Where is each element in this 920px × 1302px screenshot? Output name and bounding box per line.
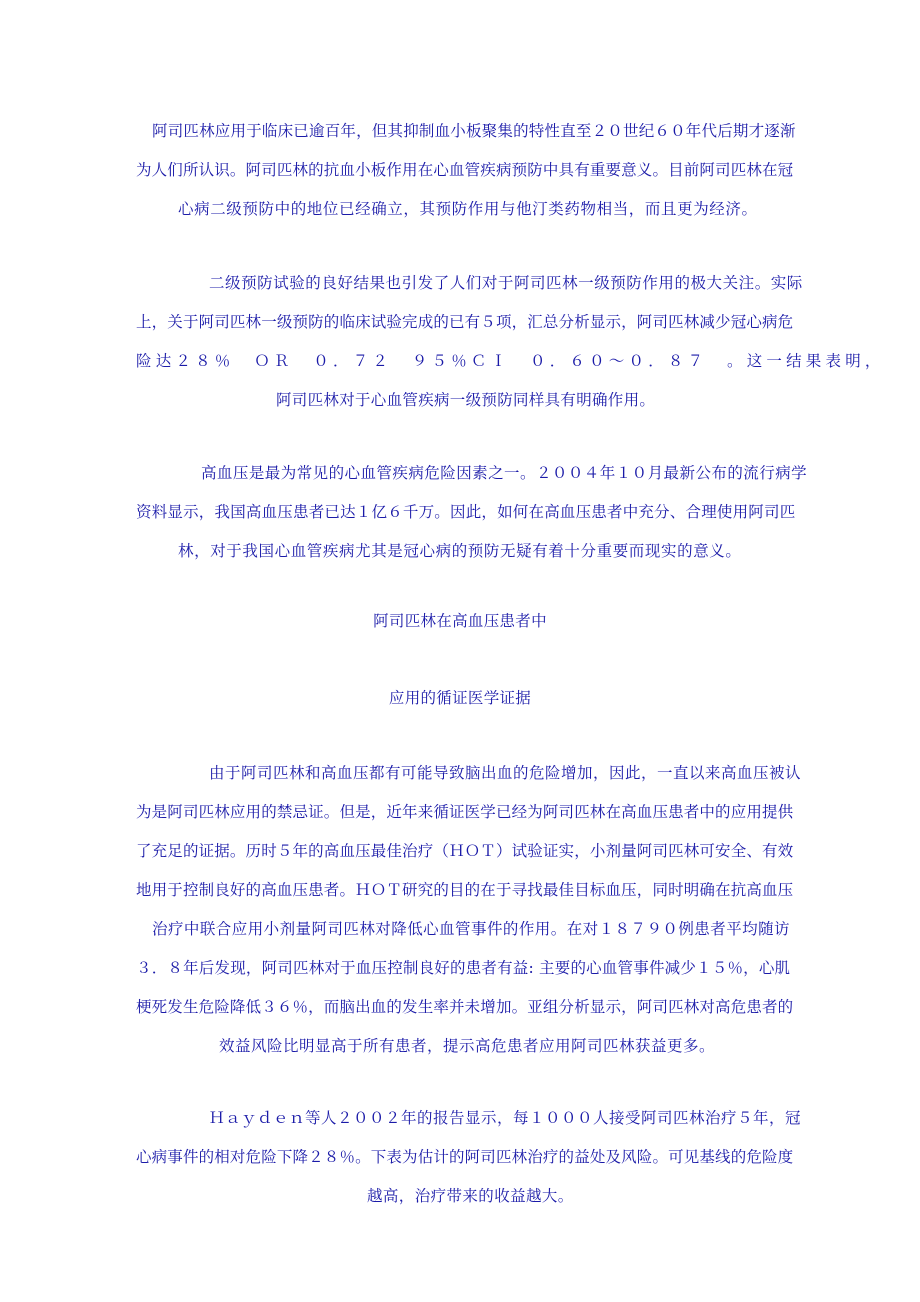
paragraph-1-line-1: 阿司匹林应用于临床已逾百年，但其抑制血小板聚集的特性直至２０世纪６０年代后期才逐渐 <box>152 122 796 140</box>
paragraph-2-line-1: 二级预防试验的良好结果也引发了人们对于阿司匹林一级预防作用的极大关注。实际 <box>209 274 803 292</box>
paragraph-4-line-4: 地用于控制良好的高血压患者。ＨＯＴ研究的目的在于寻找最佳目标血压，同时明确在抗高血压 <box>136 881 794 899</box>
paragraph-5-line-1: Ｈａｙｄｅｎ等人２００２年的报告显示，每１０００人接受阿司匹林治疗５年，冠 <box>209 1109 802 1127</box>
section-heading-line-1: 阿司匹林在高血压患者中 <box>373 612 547 630</box>
paragraph-3-line-1: 高血压是最为常见的心血管疾病危险因素之一。２００４年１０月最新公布的流行病学 <box>201 464 808 482</box>
paragraph-3-line-2: 资料显示，我国高血压患者已达１亿６千万。因此，如何在高血压患者中充分、合理使用阿司匹 <box>136 503 796 521</box>
paragraph-3-line-3: 林，对于我国心血管疾病尤其是冠心病的预防无疑有着十分重要而现实的意义。 <box>178 542 742 560</box>
paragraph-1-line-2: 为人们所认识。阿司匹林的抗血小板作用在心血管疾病预防中具有重要意义。目前阿司匹林在冠 <box>136 161 794 179</box>
paragraph-4-line-5: 治疗中联合应用小剂量阿司匹林对降低心血管事件的作用。在对１８７９０例患者平均随访 <box>152 920 791 938</box>
paragraph-5-line-2: 心病事件的相对危险下降２８％。下表为估计的阿司匹林治疗的益处及风险。可见基线的危险度 <box>136 1148 794 1166</box>
paragraph-4-line-7: 梗死发生危险降低３６％，而脑出血的发生率并未增加。亚组分析显示，阿司匹林对高危患者的 <box>136 998 794 1016</box>
paragraph-4-line-6: ３．８年后发现，阿司匹林对于血压控制良好的患者有益: 主要的心血管事件减少１５％，心肌 <box>136 959 791 977</box>
paragraph-2-line-4: 阿司匹林对于心血管疾病一级预防同样具有明确作用。 <box>276 391 656 409</box>
paragraph-1-line-3: 心病二级预防中的地位已经确立，其预防作用与他汀类药物相当，而且更为经济。 <box>178 200 758 218</box>
paragraph-2-line-3: 险达２８％ ＯＲ ０．７２ ９５％ＣＩ ０．６０～０．８７ 。这一结果表明， <box>136 352 885 370</box>
paragraph-4-line-1: 由于阿司匹林和高血压都有可能导致脑出血的危险增加，因此，一直以来高血压被认 <box>209 764 802 782</box>
paragraph-2-line-2: 上，关于阿司匹林一级预防的临床试验完成的已有５项，汇总分析显示，阿司匹林减少冠心病危 <box>136 313 794 331</box>
paragraph-4-line-8: 效益风险比明显高于所有患者，提示高危患者应用阿司匹林获益更多。 <box>219 1037 716 1055</box>
paragraph-4-line-2: 为是阿司匹林应用的禁忌证。但是，近年来循证医学已经为阿司匹林在高血压患者中的应用提供 <box>136 803 794 821</box>
paragraph-4-line-3: 了充足的证据。历时５年的高血压最佳治疗（ＨＯＴ）试验证实，小剂量阿司匹林可安全、有效 <box>136 842 794 860</box>
paragraph-5-line-3: 越高，治疗带来的收益越大。 <box>367 1187 574 1205</box>
section-heading-line-2: 应用的循证医学证据 <box>388 689 532 707</box>
